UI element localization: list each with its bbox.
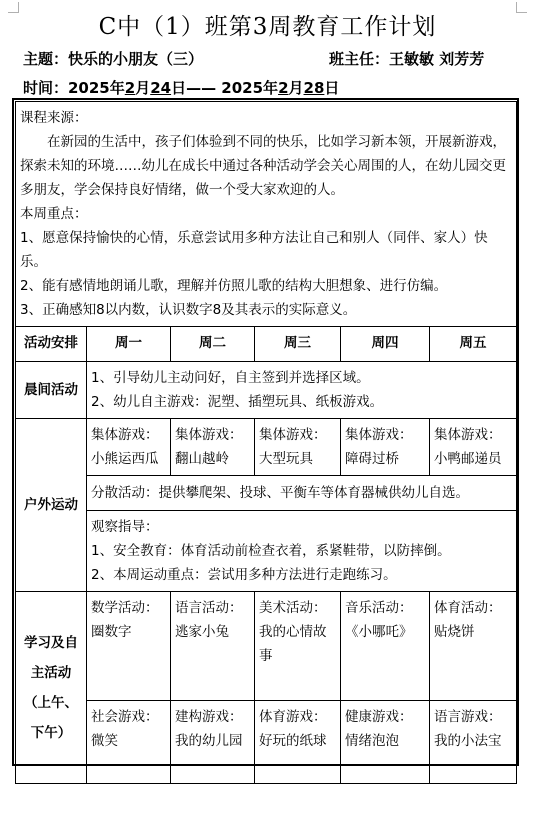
- learning-label-line-4: 下午）: [30, 724, 72, 741]
- learning-mon-1: [87, 592, 171, 701]
- activity-type: 社会游戏：: [91, 709, 159, 725]
- teacher-label: 班主任：王敏敏 刘芳芳: [329, 50, 485, 68]
- activity-name: 情绪泡泡: [345, 733, 399, 749]
- month-char: 月: [135, 79, 151, 97]
- learning-label-line-3: （上午、: [24, 694, 78, 711]
- learning-label-line-2: 主活动: [30, 664, 72, 681]
- source-heading: 课程来源：: [20, 110, 88, 126]
- outdoor-guidance: [87, 511, 517, 592]
- activity-type: 数学活动：: [91, 600, 159, 616]
- activity-name: 我的幼儿园: [175, 733, 243, 749]
- guidance-line-2: 2、本周运动重点：尝试用多种方法进行走跑练习。: [91, 567, 397, 583]
- learning-thu-2: [341, 701, 430, 784]
- guidance-heading: 观察指导：: [91, 519, 159, 535]
- learning-fri-2: [430, 701, 517, 784]
- game-type: 集体游戏：: [175, 427, 243, 443]
- activity-type: 健康游戏：: [345, 709, 413, 725]
- activity-name: 圈数字: [91, 624, 132, 640]
- game-type: 集体游戏：: [259, 427, 327, 443]
- activity-type: 音乐活动：: [345, 600, 413, 616]
- learning-wed-2: [255, 701, 341, 784]
- outdoor-label: 户外运动: [16, 419, 87, 592]
- learning-tue-1: [171, 592, 255, 701]
- time-prefix: 时间：2025年: [23, 79, 125, 97]
- game-name: 障碍过桥: [345, 451, 399, 467]
- learning-fri-1: [430, 592, 517, 701]
- game-type: 集体游戏：: [434, 427, 502, 443]
- outdoor-game-thu: [341, 419, 430, 476]
- outdoor-game-fri: [430, 419, 517, 476]
- month-char-2: 月: [288, 79, 304, 97]
- course-source-row: [16, 102, 517, 327]
- outdoor-guidance-row: [16, 511, 517, 592]
- morning-label: 晨间活动: [16, 362, 87, 419]
- activity-name: 《小哪吒》: [345, 624, 413, 640]
- source-body: 在新园的生活中，孩子们体验到不同的快乐，比如学习新本领，开展新游戏，探索未知的环境……幼儿在成长中通过各种活动学会关心周围的人，在幼儿园交更多朋友，学会保持良好情绪，做一个受大家欢迎的人。: [20, 134, 506, 198]
- outdoor-game-tue: [171, 419, 255, 476]
- game-name: 翻山越岭: [175, 451, 229, 467]
- end-day: 28: [303, 79, 325, 97]
- header-activity: 活动安排: [16, 327, 87, 362]
- morning-row: [16, 362, 517, 419]
- game-type: 集体游戏：: [345, 427, 413, 443]
- learning-label-line-1: 学习及自: [24, 634, 78, 651]
- learning-thu-1: [341, 592, 430, 701]
- outdoor-group-row: [16, 419, 517, 476]
- activity-name: 我的小法宝: [434, 733, 502, 749]
- game-name: 小鸭邮递员: [434, 451, 502, 467]
- activity-name: 我的心情故事: [259, 624, 327, 664]
- end-month: 2: [278, 79, 289, 97]
- morning-line-2: 2、幼儿自主游戏：泥塑、插塑玩具、纸板游戏。: [91, 394, 384, 410]
- learning-label: [16, 592, 87, 784]
- activity-name: 贴烧饼: [434, 624, 475, 640]
- guidance-line-1: 1、安全教育：体育活动前检查衣着，系紧鞋带，以防摔倒。: [91, 543, 451, 559]
- focus-item-2: 2、能有感情地朗诵儿歌，理解并仿照儿歌的结构大胆想象、进行仿编。: [20, 278, 448, 294]
- time-line: [23, 77, 339, 98]
- theme-label: 主题：快乐的小朋友（三）: [23, 50, 204, 68]
- learning-row-2: [16, 701, 517, 784]
- page-title: C中（1）班第3周教育工作计划: [98, 14, 437, 40]
- game-name: 大型玩具: [259, 451, 313, 467]
- time-separator: 日—— 2025年: [171, 79, 279, 97]
- activity-type: 体育活动：: [434, 600, 502, 616]
- learning-row-1: [16, 592, 517, 701]
- start-month: 2: [124, 79, 136, 97]
- activity-type: 体育游戏：: [259, 709, 327, 725]
- learning-mon-2: [87, 701, 171, 784]
- learning-tue-2: [171, 701, 255, 784]
- game-name: 小熊运西瓜: [91, 451, 159, 467]
- day-char: 日: [324, 79, 340, 97]
- focus-item-1: 1、愿意保持愉快的心情，乐意尝试用多种方法让自己和别人（同伴、家人）快乐。: [20, 230, 488, 270]
- header-tuesday: 周二: [171, 327, 255, 362]
- morning-content: [87, 362, 517, 419]
- outdoor-game-mon: [87, 419, 171, 476]
- course-source-cell: [16, 102, 517, 327]
- focus-heading: 本周重点：: [20, 206, 88, 222]
- activity-type: 建构游戏：: [175, 709, 243, 725]
- activity-name: 好玩的纸球: [259, 733, 327, 749]
- focus-item-3: 3、正确感知8以内数，认识数字8及其表示的实际意义。: [20, 302, 357, 318]
- morning-line-1: 1、引导幼儿主动问好，自主签到并选择区域。: [91, 370, 370, 386]
- game-type: 集体游戏：: [91, 427, 159, 443]
- outdoor-scattered-row: [16, 476, 517, 511]
- activity-type: 语言活动：: [175, 600, 243, 616]
- activity-name: 微笑: [91, 733, 118, 749]
- outdoor-scattered: 分散活动：提供攀爬架、投球、平衡车等体育器械供幼儿自选。: [87, 476, 517, 511]
- header-friday: 周五: [430, 327, 517, 362]
- schedule-header-row: [16, 327, 517, 362]
- plan-table: [15, 101, 517, 784]
- header-monday: 周一: [87, 327, 171, 362]
- activity-name: 逃家小兔: [175, 624, 229, 640]
- activity-type: 美术活动：: [259, 600, 327, 616]
- header-thursday: 周四: [341, 327, 430, 362]
- activity-type: 语言游戏：: [434, 709, 502, 725]
- outdoor-game-wed: [255, 419, 341, 476]
- learning-wed-1: [255, 592, 341, 701]
- start-day: 24: [150, 79, 172, 97]
- header-wednesday: 周三: [255, 327, 341, 362]
